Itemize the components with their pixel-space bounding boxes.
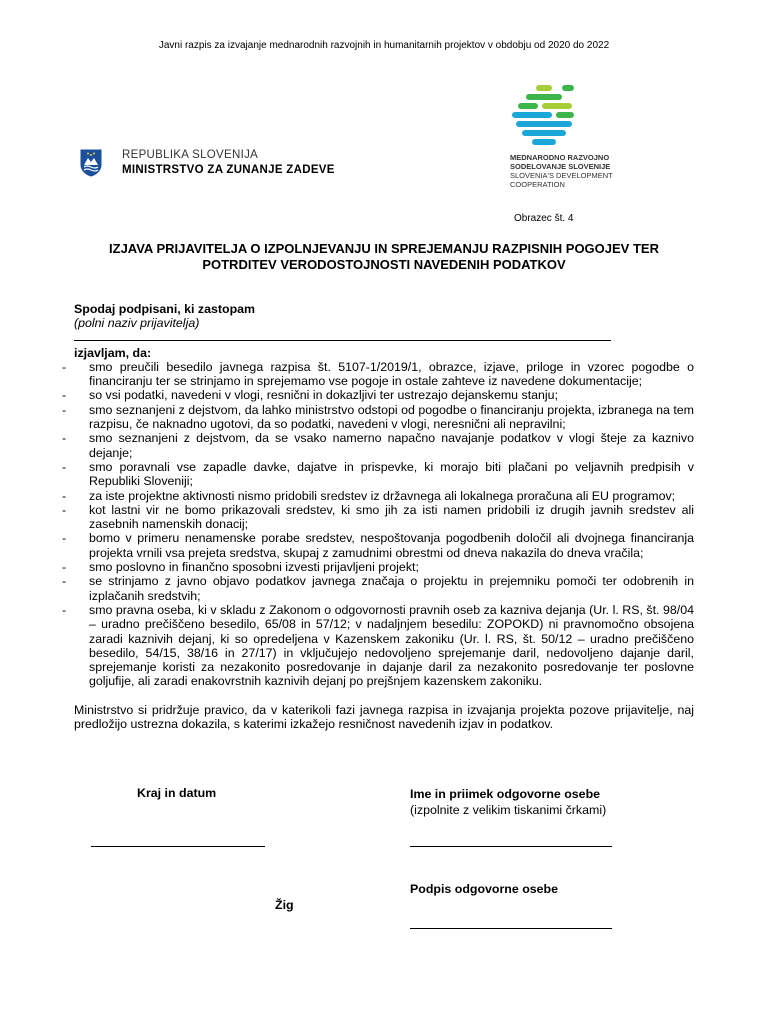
government-logo — [80, 148, 335, 178]
list-item: - smo poslovno in finančno sposobni izvesti prijavljeni projekt; — [74, 560, 694, 574]
place-date-label: Kraj in datum — [137, 786, 217, 800]
list-item: - so vsi podatki, navedeni v vlogi, resnični in dokazljivi ter ustrezajo dejanskemu stanju; — [74, 388, 694, 402]
list-item: - smo poravnali vse zapadle davke, dajatve in prispevke, ki morajo biti plačani po veljavnih predpisih v Republiki Sloveniji; — [74, 460, 694, 489]
declaration-label: izjavljam, da: — [74, 345, 152, 360]
list-item: - smo seznanjeni z dejstvom, da se vsako namerno napačno navajanje podatkov v vlogi šteje za kaznivo dejanje; — [74, 431, 694, 460]
document-title: IZJAVA PRIJAVITELJA O IZPOLNJEVANJU IN SPREJEMANJU RAZPISNIH POGOJEV TER POTRDITEV VERODOSTOJNOSTI NAVEDENIH PODATKOV — [109, 241, 659, 272]
declaration-list — [74, 360, 694, 689]
form-number: Obrazec št. 4 — [514, 213, 574, 224]
list-item: - kot lastni vir ne bomo prikazovali sredstev, ki smo jih za isti namen pridobili iz drugih javnih sredstev ali zasebnih namenskih donacij; — [74, 503, 694, 532]
responsible-person-hint: (izpolnite z velikim tiskanimi črkami) — [410, 803, 607, 817]
list-item: - za iste projektne aktivnosti nismo pridobili sredstev iz državnega ali lokalnega proračuna ali EU programov; — [74, 489, 694, 503]
place-date-line[interactable] — [91, 846, 265, 847]
list-item: - se strinjamo z javno objavo podatkov javnega značaja o projektu in prejemniku pomoči ter odobrenih in izplačanih sredstvih; — [74, 574, 694, 603]
responsible-name-line[interactable] — [410, 846, 612, 847]
dev-logo-line4: COOPERATION — [510, 180, 565, 189]
gov-logo-line1: REPUBLIKA SLOVENIJA — [122, 149, 259, 161]
signature-label: Podpis odgovorne osebe — [410, 882, 559, 896]
closing-paragraph: Ministrstvo si pridržuje pravico, da v katerikoli fazi javnega razpisa in izvajanja projekta pozove prijavitelje, naj predložijo ustrezna dokazila, s katerimi izkažejo resničnost navedenih izjav in podatkov. — [74, 702, 694, 732]
responsible-person-label: Ime in priimek odgovorne osebe — [410, 787, 601, 801]
list-item: - smo seznanjeni z dejstvom, da lahko ministrstvo odstopi od pogodbe o financiranju projekta, izbranega na tem razpisu, če naknadno ugotovi, da so podatki, navedeni v vlogi, neresnični ali nepravilni; — [74, 403, 694, 432]
dev-logo-line2: SODELOVANJE SLOVENIJE — [510, 162, 611, 171]
applicant-name-line[interactable] — [74, 339, 611, 341]
development-cooperation-logo — [510, 84, 630, 189]
page-header: Javni razpis za izvajanje mednarodnih razvojnih in humanitarnih projektov v obdobju od 2020 do 2022 — [158, 40, 610, 51]
signature-line[interactable] — [410, 928, 612, 929]
signatory-label: Spodaj podpisani, ki zastopam — [74, 302, 256, 316]
dev-logo-line1: MEDNARODNO RAZVOJNO — [510, 153, 610, 162]
responsible-person-block — [410, 786, 606, 818]
list-item: - smo preučili besedilo javnega razpisa št. 5107-1/2019/1, obrazce, izjave, priloge in vzorec pogodbe o financiranju ter se strinjamo in sprejemamo vse pogoje in ostale zahteve iz navedene dokumentacije; — [74, 360, 694, 389]
gov-logo-line2: MINISTRSTVO ZA ZUNANJE ZADEVE — [122, 164, 335, 176]
stamp-label: Žig — [275, 898, 294, 912]
list-item: - bomo v primeru nenamenske porabe sredstev, nespoštovanja pogodbenih določil ali dvojnega financiranja projekta vrnili vsa prejeta sredstva, skupaj z zamudnimi obrestmi od dneva nakazila do dneva vračila; — [74, 531, 694, 560]
list-item: - smo pravna oseba, ki v skladu z Zakonom o odgovornosti pravnih oseb za kazniva dejanja (Ur. l. RS, št. 98/04 – uradno prečiščeno besedilo, 65/08 in 57/12; v nadaljnjem besedilu: ZOPOKD) ni pravnomočno obsojena zaradi kaznivih dejanj, ki so opredeljena v Kazenskem zakoniku (Ur. l. RS, št. 50/12 – uradno prečiščeno besedilo, 54/15, 38/16 in 27/17) in vključujejo nedovoljeno sprejemanje daril, nedovoljeno dajanje daril, sprejemanje koristi za nezakonito posredovanje in dajanje daril za nezakonito posredovanje ter poslovne goljufije, ali zaradi enakovrstnih kaznivih dejanj po prejšnjem kazenskem zakoniku. — [74, 603, 694, 689]
globe-stripes-icon — [510, 84, 578, 146]
declaration-body — [74, 302, 694, 731]
slovenia-coat-of-arms-icon — [80, 149, 102, 177]
dev-logo-line3: SLOVENIA'S DEVELOPMENT — [510, 171, 613, 180]
signatory-sublabel: (polni naziv prijavitelja) — [74, 316, 200, 331]
